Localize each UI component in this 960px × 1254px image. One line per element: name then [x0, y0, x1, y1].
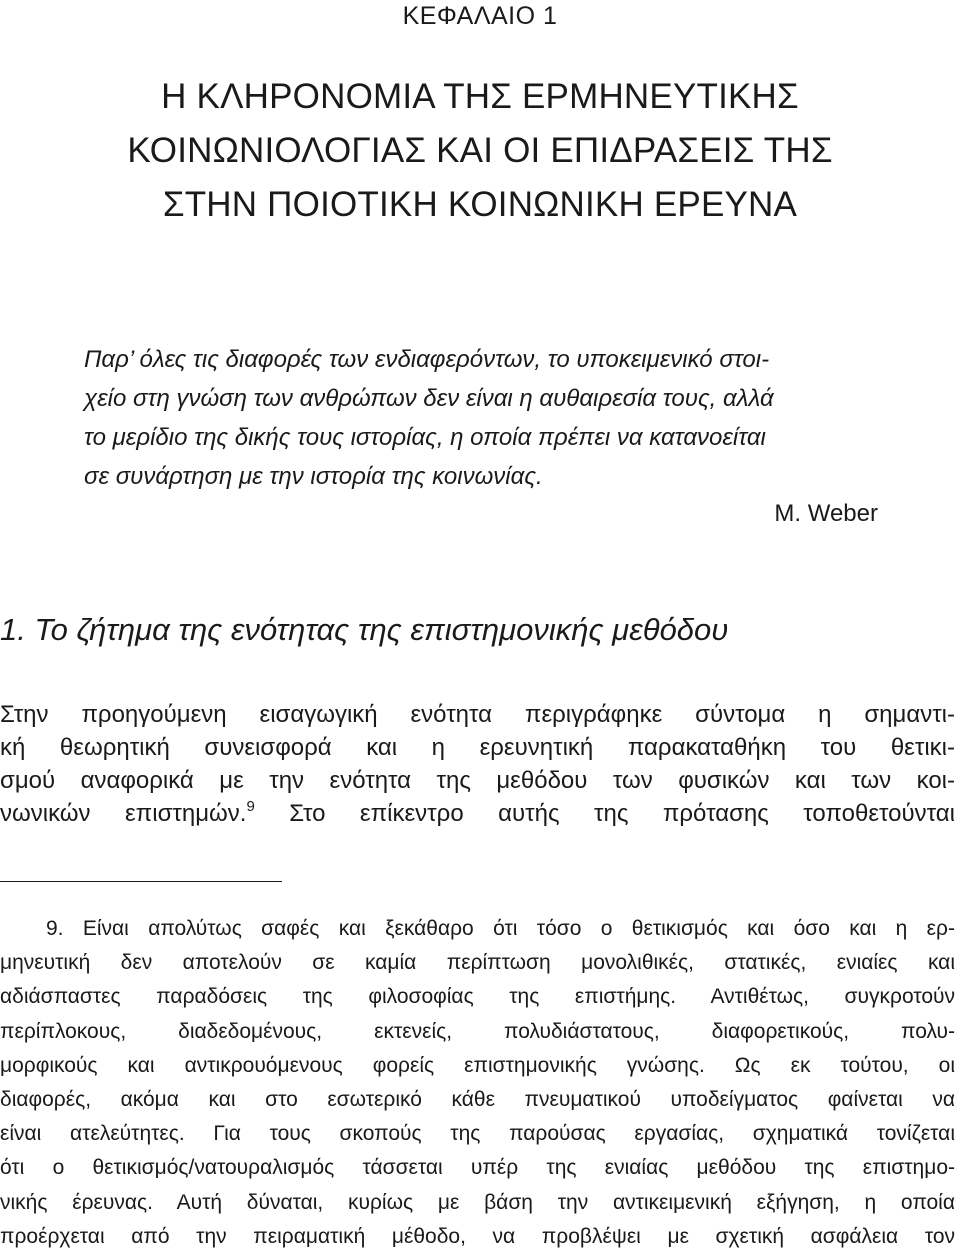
footnote-line: 9. Είναι απολύτως σαφές και ξεκάθαρο ότι τόσο ο θετικισμός και όσο και η ερ- — [46, 917, 955, 940]
body-text-after-ref: Στο επίκεντρο αυτής της πρότασης τοποθετούνται — [254, 800, 955, 827]
chapter-label: ΚΕΦΑΛΑΙΟ 1 — [402, 2, 558, 30]
section-heading: 1. Το ζήτημα της ενότητας της επιστημονικής μεθόδου — [0, 612, 729, 647]
epigraph-author: M. Weber — [774, 500, 878, 527]
footnote-line: περίπλοκους, διαδεδομένους, εκτενείς, πολυδιάστατους, διαφορετικούς, πολυ- — [0, 1019, 955, 1043]
epigraph-line: Παρ’ όλες τις διαφορές των ενδιαφερόντων, το υποκειμενικό στοι- — [84, 346, 770, 373]
body-line: κή θεωρητική συνεισφορά και η ερευνητική παρακαταθήκη του θετικι- — [0, 734, 955, 761]
body-line-last — [0, 797, 955, 830]
epigraph — [84, 340, 880, 496]
epigraph-line: σε συνάρτηση με την ιστορία της κοινωνίας. — [84, 463, 543, 490]
chapter-title — [0, 70, 960, 232]
footnote-line: μηνευτική δεν αποτελούν σε καμία περίπτωση μονολιθικές, στατικές, ενιαίες και — [0, 951, 955, 975]
footnote-line: διαφορές, ακόμα και στο εσωτερικό κάθε πνευματικού υποδείγματος φαίνεται να — [0, 1088, 955, 1112]
footnote-reference[interactable]: 9 — [246, 798, 255, 815]
epigraph-line: χείο στη γνώση των ανθρώπων δεν είναι η αυθαιρεσία τους, αλλά — [84, 385, 774, 412]
body-text-before-ref: νωνικών επιστημών. — [0, 800, 247, 827]
chapter-title-line: Η ΚΛΗΡΟΝΟΜΙΑ ΤΗΣ ΕΡΜΗΝΕΥΤΙΚΗΣ — [161, 77, 799, 116]
footnote-line: νικής έρευνας. Αυτή δύναται, κυρίως με βάση την αντικειμενική εξήγηση, η οποία — [0, 1190, 955, 1214]
footnote-line: είναι ατελεύτητες. Για τους σκοπούς της παρούσας εργασίας, σχηματικά τονίζεται — [0, 1122, 955, 1146]
footnote — [0, 912, 955, 1254]
chapter-title-line: ΣΤΗΝ ΠΟΙΟΤΙΚΗ ΚΟΙΝΩΝΙΚΗ ΕΡΕΥΝΑ — [162, 185, 798, 224]
chapter-title-line: ΚΟΙΝΩΝΙΟΛΟΓΙΑΣ ΚΑΙ ΟΙ ΕΠΙΔΡΑΣΕΙΣ ΤΗΣ — [127, 131, 833, 170]
footnote-line: προέρχεται από την πειραματική μέθοδο, να προβλέψει με σχετική ασφάλεια τον — [0, 1224, 955, 1248]
body-line: σμού αναφορικά με την ενότητα της μεθόδου των φυσικών και των κοι- — [0, 767, 955, 794]
body-line: Στην προηγούμενη εισαγωγική ενότητα περιγράφηκε σύντομα η σημαντι- — [0, 701, 955, 728]
footnote-line: μορφικούς και αντικρουόμενους φορείς επιστημονικής γνώσης. Ως εκ τούτου, οι — [0, 1053, 955, 1077]
body-paragraph — [0, 698, 955, 830]
footnote-line: αδιάσπαστες παραδόσεις της φιλοσοφίας της επιστήμης. Αντιθέτως, συγκροτούν — [0, 985, 955, 1009]
footnote-line: ότι ο θετικισμός/νατουραλισμός τάσσεται υπέρ της ενιαίας μεθόδου της επιστημο- — [0, 1156, 955, 1180]
epigraph-line: το μερίδιο της δικής τους ιστορίας, η οποία πρέπει να κατανοείται — [84, 424, 766, 451]
footnote-divider — [0, 881, 282, 882]
